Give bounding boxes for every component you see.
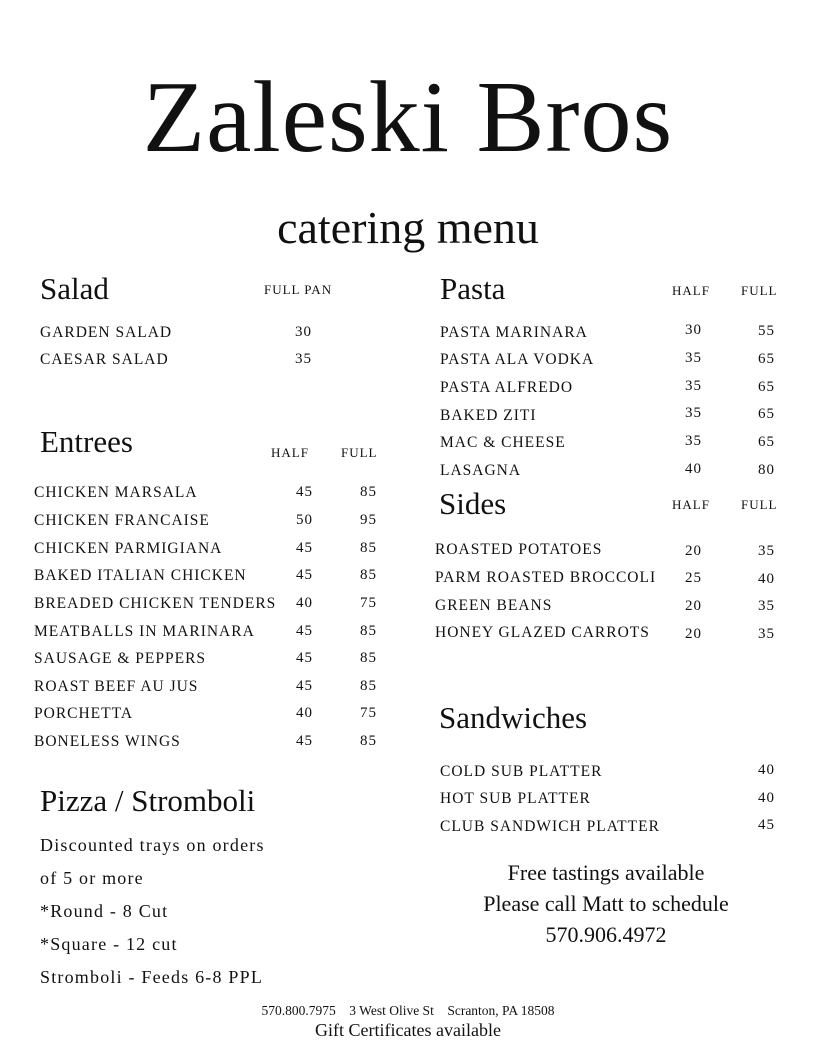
menu-subtitle: catering menu <box>277 202 539 253</box>
pasta-half-price: 30 <box>685 322 702 338</box>
entree-half-price: 45 <box>296 484 313 500</box>
pasta-full-price: 65 <box>758 406 775 422</box>
pasta-item-name: PASTA ALFREDO <box>440 379 574 396</box>
sandwich-price: 45 <box>758 817 775 833</box>
entree-full-price: 95 <box>360 512 377 528</box>
pasta-item-name: PASTA ALA VODKA <box>440 351 595 368</box>
side-full-price: 40 <box>758 571 775 587</box>
pizza-heading: Pizza / Stromboli <box>40 783 256 818</box>
entree-item-name: PORCHETTA <box>34 705 134 722</box>
side-item-name: ROASTED POTATOES <box>435 541 603 558</box>
pasta-heading: Pasta <box>440 271 506 306</box>
entree-half-price: 45 <box>296 623 313 639</box>
entree-item-name: MEATBALLS IN MARINARA <box>34 623 255 640</box>
pasta-full-price: 80 <box>758 462 775 478</box>
side-half-price: 20 <box>685 626 702 642</box>
side-item-name: GREEN BEANS <box>435 597 553 614</box>
pasta-half-price: 35 <box>685 378 702 394</box>
sandwich-item-name: COLD SUB PLATTER <box>440 763 603 780</box>
entree-full-price: 75 <box>360 705 377 721</box>
entrees-col-half: HALF <box>271 445 309 460</box>
side-half-price: 20 <box>685 543 702 559</box>
entrees-heading: Entrees <box>40 424 133 459</box>
entree-item-name: CHICKEN FRANCAISE <box>34 512 210 529</box>
pasta-item-name: PASTA MARINARA <box>440 324 588 341</box>
sandwich-price: 40 <box>758 762 775 778</box>
pasta-half-price: 40 <box>685 461 702 477</box>
entree-item-name: CHICKEN PARMIGIANA <box>34 540 223 557</box>
pasta-full-price: 65 <box>758 351 775 367</box>
salad-item-price: 30 <box>295 324 312 340</box>
entree-full-price: 85 <box>360 733 377 749</box>
restaurant-title: Zaleski Bros <box>142 61 674 174</box>
entree-item-name: CHICKEN MARSALA <box>34 484 198 501</box>
pasta-half-price: 35 <box>685 433 702 449</box>
entree-full-price: 85 <box>360 650 377 666</box>
sandwich-item-name: CLUB SANDWICH PLATTER <box>440 818 660 835</box>
entree-item-name: BAKED ITALIAN CHICKEN <box>34 567 247 584</box>
entree-full-price: 75 <box>360 595 377 611</box>
salad-item-price: 35 <box>295 351 312 367</box>
entree-item-name: SAUSAGE & PEPPERS <box>34 650 207 667</box>
side-half-price: 20 <box>685 598 702 614</box>
tastings-phone: 570.906.4972 <box>545 922 667 947</box>
salad-heading: Salad <box>40 271 109 306</box>
sandwich-item-name: HOT SUB PLATTER <box>440 790 591 807</box>
footer-contact: 570.800.7975 3 West Olive St Scranton, PA 18508 <box>261 1003 555 1018</box>
pasta-full-price: 55 <box>758 323 775 339</box>
entrees-col-full: FULL <box>341 445 378 460</box>
pasta-col-full: FULL <box>741 283 778 298</box>
pasta-half-price: 35 <box>685 405 702 421</box>
tastings-line: Free tastings available <box>507 860 705 885</box>
footer-gift-certificates: Gift Certificates available <box>315 1020 501 1040</box>
pasta-full-price: 65 <box>758 379 775 395</box>
side-item-name: PARM ROASTED BROCCOLI <box>435 569 657 586</box>
entree-half-price: 50 <box>296 512 313 528</box>
entree-full-price: 85 <box>360 484 377 500</box>
salad-col-full-pan: FULL PAN <box>264 282 333 297</box>
pizza-note-line: *Round - 8 Cut <box>40 901 169 921</box>
tastings-call-line: Please call Matt to schedule <box>483 891 729 916</box>
pasta-item-name: LASAGNA <box>440 462 522 479</box>
side-full-price: 35 <box>758 626 775 642</box>
sides-heading: Sides <box>439 486 507 521</box>
entree-half-price: 40 <box>296 705 313 721</box>
pasta-half-price: 35 <box>685 350 702 366</box>
side-half-price: 25 <box>685 570 702 586</box>
entree-half-price: 45 <box>296 733 313 749</box>
entree-item-name: BREADED CHICKEN TENDERS <box>34 595 277 612</box>
entree-half-price: 45 <box>296 540 313 556</box>
sandwiches-heading: Sandwiches <box>439 700 588 735</box>
entree-half-price: 45 <box>296 650 313 666</box>
side-full-price: 35 <box>758 598 775 614</box>
entree-full-price: 85 <box>360 540 377 556</box>
entree-item-name: BONELESS WINGS <box>34 733 181 750</box>
pasta-item-name: BAKED ZITI <box>440 407 537 424</box>
pizza-note-line: *Square - 12 cut <box>40 934 178 954</box>
pizza-note-line: Stromboli - Feeds 6-8 PPL <box>40 967 264 987</box>
pizza-note-line: Discounted trays on orders <box>40 835 265 855</box>
entree-full-price: 85 <box>360 678 377 694</box>
pasta-item-name: MAC & CHEESE <box>440 434 566 451</box>
entree-full-price: 85 <box>360 623 377 639</box>
pizza-note-line: of 5 or more <box>40 868 144 888</box>
side-item-name: HONEY GLAZED CARROTS <box>435 624 650 641</box>
side-full-price: 35 <box>758 543 775 559</box>
entree-half-price: 45 <box>296 567 313 583</box>
sandwich-price: 40 <box>758 790 775 806</box>
pasta-full-price: 65 <box>758 434 775 450</box>
salad-item-name: GARDEN SALAD <box>40 324 173 341</box>
sides-col-full: FULL <box>741 497 778 512</box>
entree-item-name: ROAST BEEF AU JUS <box>34 678 199 695</box>
entree-half-price: 45 <box>296 678 313 694</box>
entree-full-price: 85 <box>360 567 377 583</box>
salad-item-name: CAESAR SALAD <box>40 351 169 368</box>
sides-col-half: HALF <box>672 497 710 512</box>
entree-half-price: 40 <box>296 595 313 611</box>
pasta-col-half: HALF <box>672 283 710 298</box>
